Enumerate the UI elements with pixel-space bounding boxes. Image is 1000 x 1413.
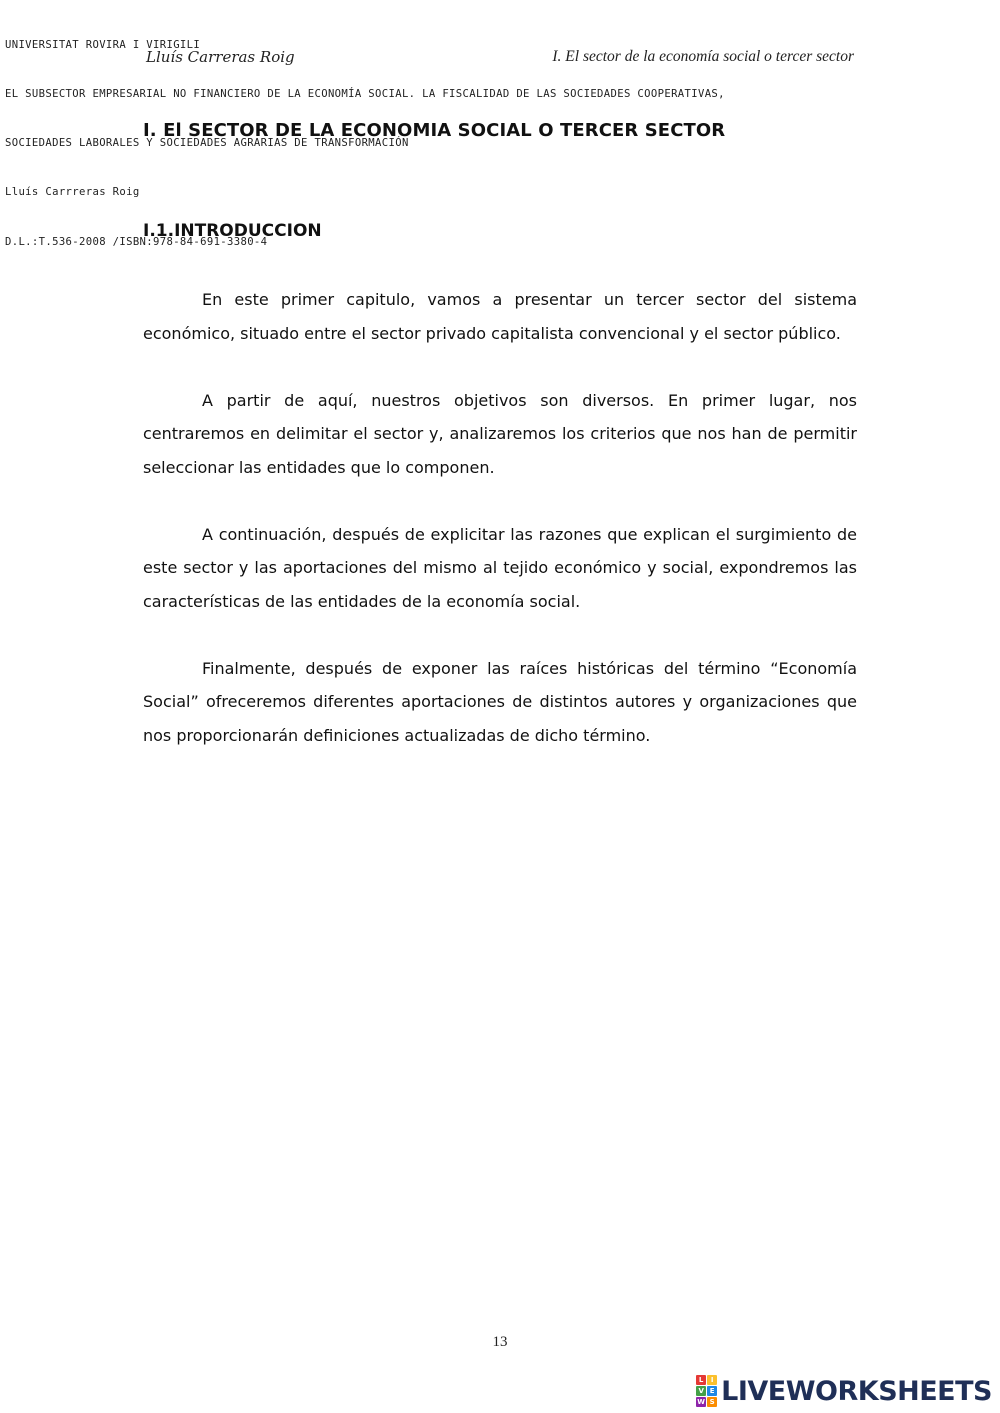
liveworksheets-watermark [696,1375,992,1407]
header-line-university: UNIVERSITAT ROVIRA I VIRIGILI [5,38,201,51]
header-line-title-2: SOCIEDADES LABORALES Y SOCIEDADES AGRARIAS DE TRANSFORMACIÓN [5,137,409,150]
running-header-author: Lluís Carreras Roig [146,48,295,66]
page-body [143,118,857,752]
logo-letter: L [696,1375,706,1385]
paragraph-1: En este primer capitulo, vamos a presentar un tercer sector del sistema económico, situado entre el sector privado capitalista convencional y el sector público. [143,290,857,343]
logo-letter: V [696,1386,706,1396]
paragraph-2: A partir de aquí, nuestros objetivos son diversos. En primer lugar, nos centraremos en delimitar el sector y, analizaremos los criterios que nos han de permitir seleccionar las entidades que lo componen. [143,390,857,477]
header-line-title-1: EL SUBSECTOR EMPRESARIAL NO FINANCIERO DE LA ECONOMÍA SOCIAL. LA FISCALIDAD DE LAS SOCIEDADES COOPERATIVAS, [5,88,725,101]
watermark-text: LIVEWORKSHEETS [721,1375,992,1407]
paragraph-4: Finalmente, después de exponer las raíces históricas del término “Economía Social” ofreceremos diferentes aportaciones de distintos autores y organizaciones que nos proporcionarán definiciones actualizadas de dicho término. [143,658,857,745]
header-line-legal-deposit: D.L.:T.536-2008 /ISBN:978-84-691-3380-4 [5,235,268,248]
paragraph-3: A continuación, después de explicitar las razones que explican el surgimiento de este sector y las aportaciones del mismo al tejido económico y social, expondremos las características de las entidades de la economía social. [143,524,857,611]
logo-letter: I [707,1375,717,1385]
logo-letter: W [697,1398,706,1406]
section-title: I.1.INTRODUCCION [143,221,322,241]
chapter-title: I. El SECTOR DE LA ECONOMIA SOCIAL O TERCER SECTOR [143,120,726,141]
logo-letter: E [707,1386,717,1396]
logo-letter: S [707,1397,717,1407]
page-number: 13 [492,1334,508,1350]
running-header-chapter: I. El sector de la economía social o tercer sector [552,48,854,65]
liveworksheets-logo-icon [696,1375,717,1407]
header-line-author: Lluís Carrreras Roig [5,186,140,199]
